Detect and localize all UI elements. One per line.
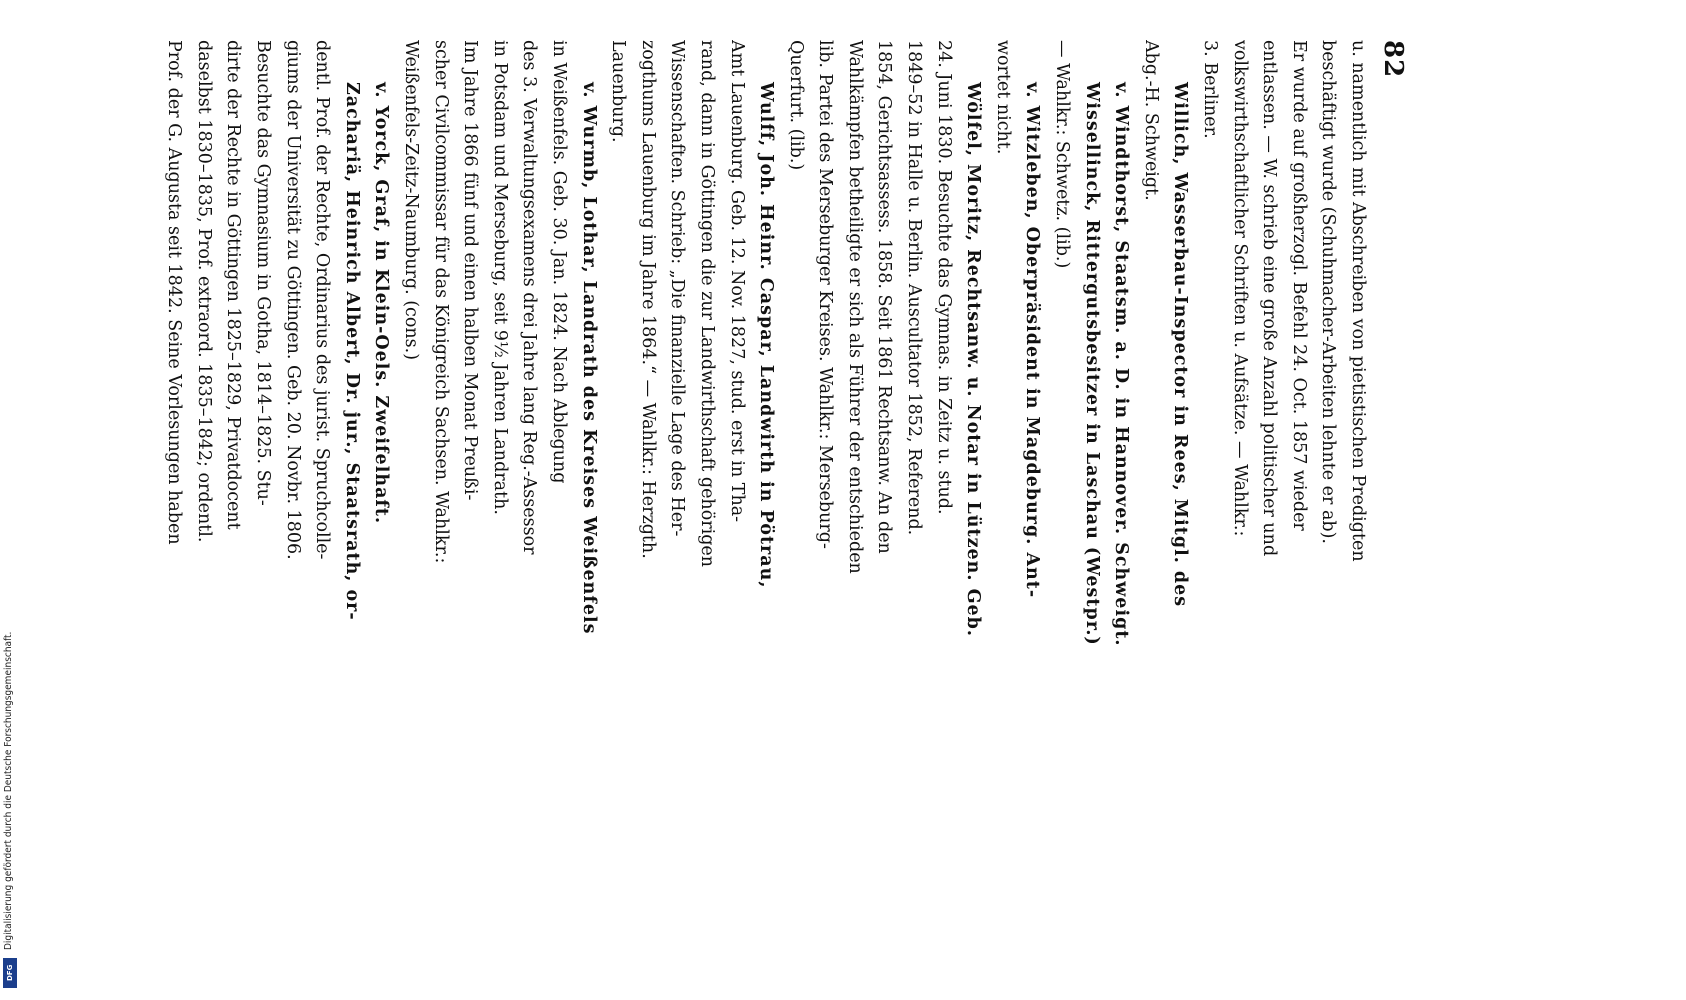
entry-heading-line: Wissellinck, Rittergutsbesitzer in Laschau (Westpr.) (1081, 82, 1102, 646)
entry-heading-line: Zachariä, Heinrich Albert, Dr. jur., Staatsrath, or- (341, 82, 362, 621)
text-line: Weißenfels-Zeitz-Naumburg. (cons.) (401, 40, 421, 361)
text-line: Lauenburg. (608, 40, 629, 143)
entry-heading-line: v. Wurmb, Lothar, Landrath des Kreises Weißenfels (578, 82, 599, 635)
entry-heading-line: v. Yorck, Graf, in Klein-Oels. Zweifelhaft. (371, 82, 392, 525)
text-line: daselbst 1830–1835, Prof. extraord. 1835–1842; ordentl. (193, 40, 214, 543)
text-line: lib. Partei des Merseburger Kreises. Wahlkr.: Merseburg- (815, 40, 836, 549)
text-line: in Potsdam und Merseburg, seit 9½ Jahren Landrath. (489, 40, 510, 515)
text-line: Amt Lauenburg. Geb. 12. Nov. 1827, stud. erst in Tha- (726, 40, 747, 523)
entry-heading-line: Willich, Wasserbau-Inspector in Rees, Mitgl. des (1170, 82, 1191, 608)
text-line: Wahlkämpfen betheiligte er sich als Führer der entschieden (844, 40, 865, 574)
entry-heading-line: Wulff, Joh. Heinr. Caspar, Landwirth in Pötrau, (756, 82, 777, 589)
text-line: dentl. Prof. der Rechte, Ordinarius des jurist. Spruchcolle- (312, 40, 333, 560)
page-content (160, 40, 1408, 810)
text-line: Im Jahre 1866 fünf und einen halben Monat Preußi- (460, 40, 481, 501)
text-line: zogthums Lauenburg im Jahre 1864.“ — Wahlkr.: Herzgth. (637, 40, 658, 559)
text-line: giums der Universität zu Göttingen. Geb. 20. Novbr. 1806. (282, 40, 303, 560)
text-column (159, 40, 1372, 810)
text-line: u. namentlich mit Abschreiben von pietistischen Predigten (1348, 40, 1368, 562)
text-line: scher Civilcommissar für das Königreich Sachsen. Wahlkr.: (430, 40, 451, 564)
entry-heading-line: Wölfel, Moritz, Rechtsanw. u. Notar in Lützen. Geb. (963, 82, 984, 637)
text-line: Querfurt. (lib.) (785, 40, 806, 171)
text-line: Besuchte das Gymnasium in Gotha, 1814–1825. Stu- (253, 40, 274, 506)
text-line: 3. Berliner. (1200, 40, 1221, 139)
text-line: volkswirthschaftlicher Schriften u. Aufsätze. — Wahlkr.: (1229, 40, 1250, 537)
text-line: dirte der Rechte in Göttingen 1825–1829, Privatdocent (223, 40, 244, 530)
text-line: 24. Juni 1830. Besuchte das Gymnas. in Zeitz u. stud. (933, 40, 954, 515)
text-line: beschäftigt wurde (Schuhmacher-Arbeiten lehnte er ab). (1318, 40, 1339, 544)
text-line: 1854, Gerichtsassess. 1858. Seit 1861 Rechtsanw. An den (874, 40, 895, 554)
text-line: entlassen. — W. schrieb eine große Anzahl politischer und (1259, 40, 1280, 557)
text-line: — Wahlkr.: Schwetz. (lib.) (1052, 40, 1073, 269)
text-line: rand, dann in Göttingen die zur Landwirthschaft gehörigen (696, 40, 717, 568)
text-line: Er wurde auf großherzogl. Befehl 24. Oct. 1857 wieder (1288, 40, 1309, 531)
text-line: Wissenschaften. Schrieb: „Die finanzielle Lage des Her- (667, 40, 688, 537)
entry-heading-line: v. Witzleben, Oberpräsident in Magdeburg. Ant- (1022, 82, 1043, 599)
text-line: in Weißenfels. Geb. 30. Jan. 1824. Nach Ablegung (548, 40, 569, 484)
text-line: 1849–52 in Halle u. Berlin. Auscultator 1852, Referend. (904, 40, 925, 536)
dfg-logo-icon: DFG (3, 958, 17, 988)
entry-heading-line: v. Windthorst, Staatsm. a. D. in Hannover. Schweigt. (1111, 82, 1132, 647)
text-line: des 3. Verwaltungsexamens drei Jahre lang Reg.-Assessor (519, 40, 540, 555)
text-line: Prof. der G. Augusta seit 1842. Seine Vorlesungen haben (164, 40, 185, 545)
text-line: Abg.-H. Schweigt. (1140, 40, 1161, 201)
credit-text: Digitalisierung gefördert durch die Deutsche Forschungsgemeinschaft. (3, 631, 14, 950)
rotated-page (160, 40, 1408, 810)
text-line: wortet nicht. (992, 40, 1013, 155)
page-number: 82 (1378, 40, 1408, 79)
digitization-credit (2, 590, 18, 994)
